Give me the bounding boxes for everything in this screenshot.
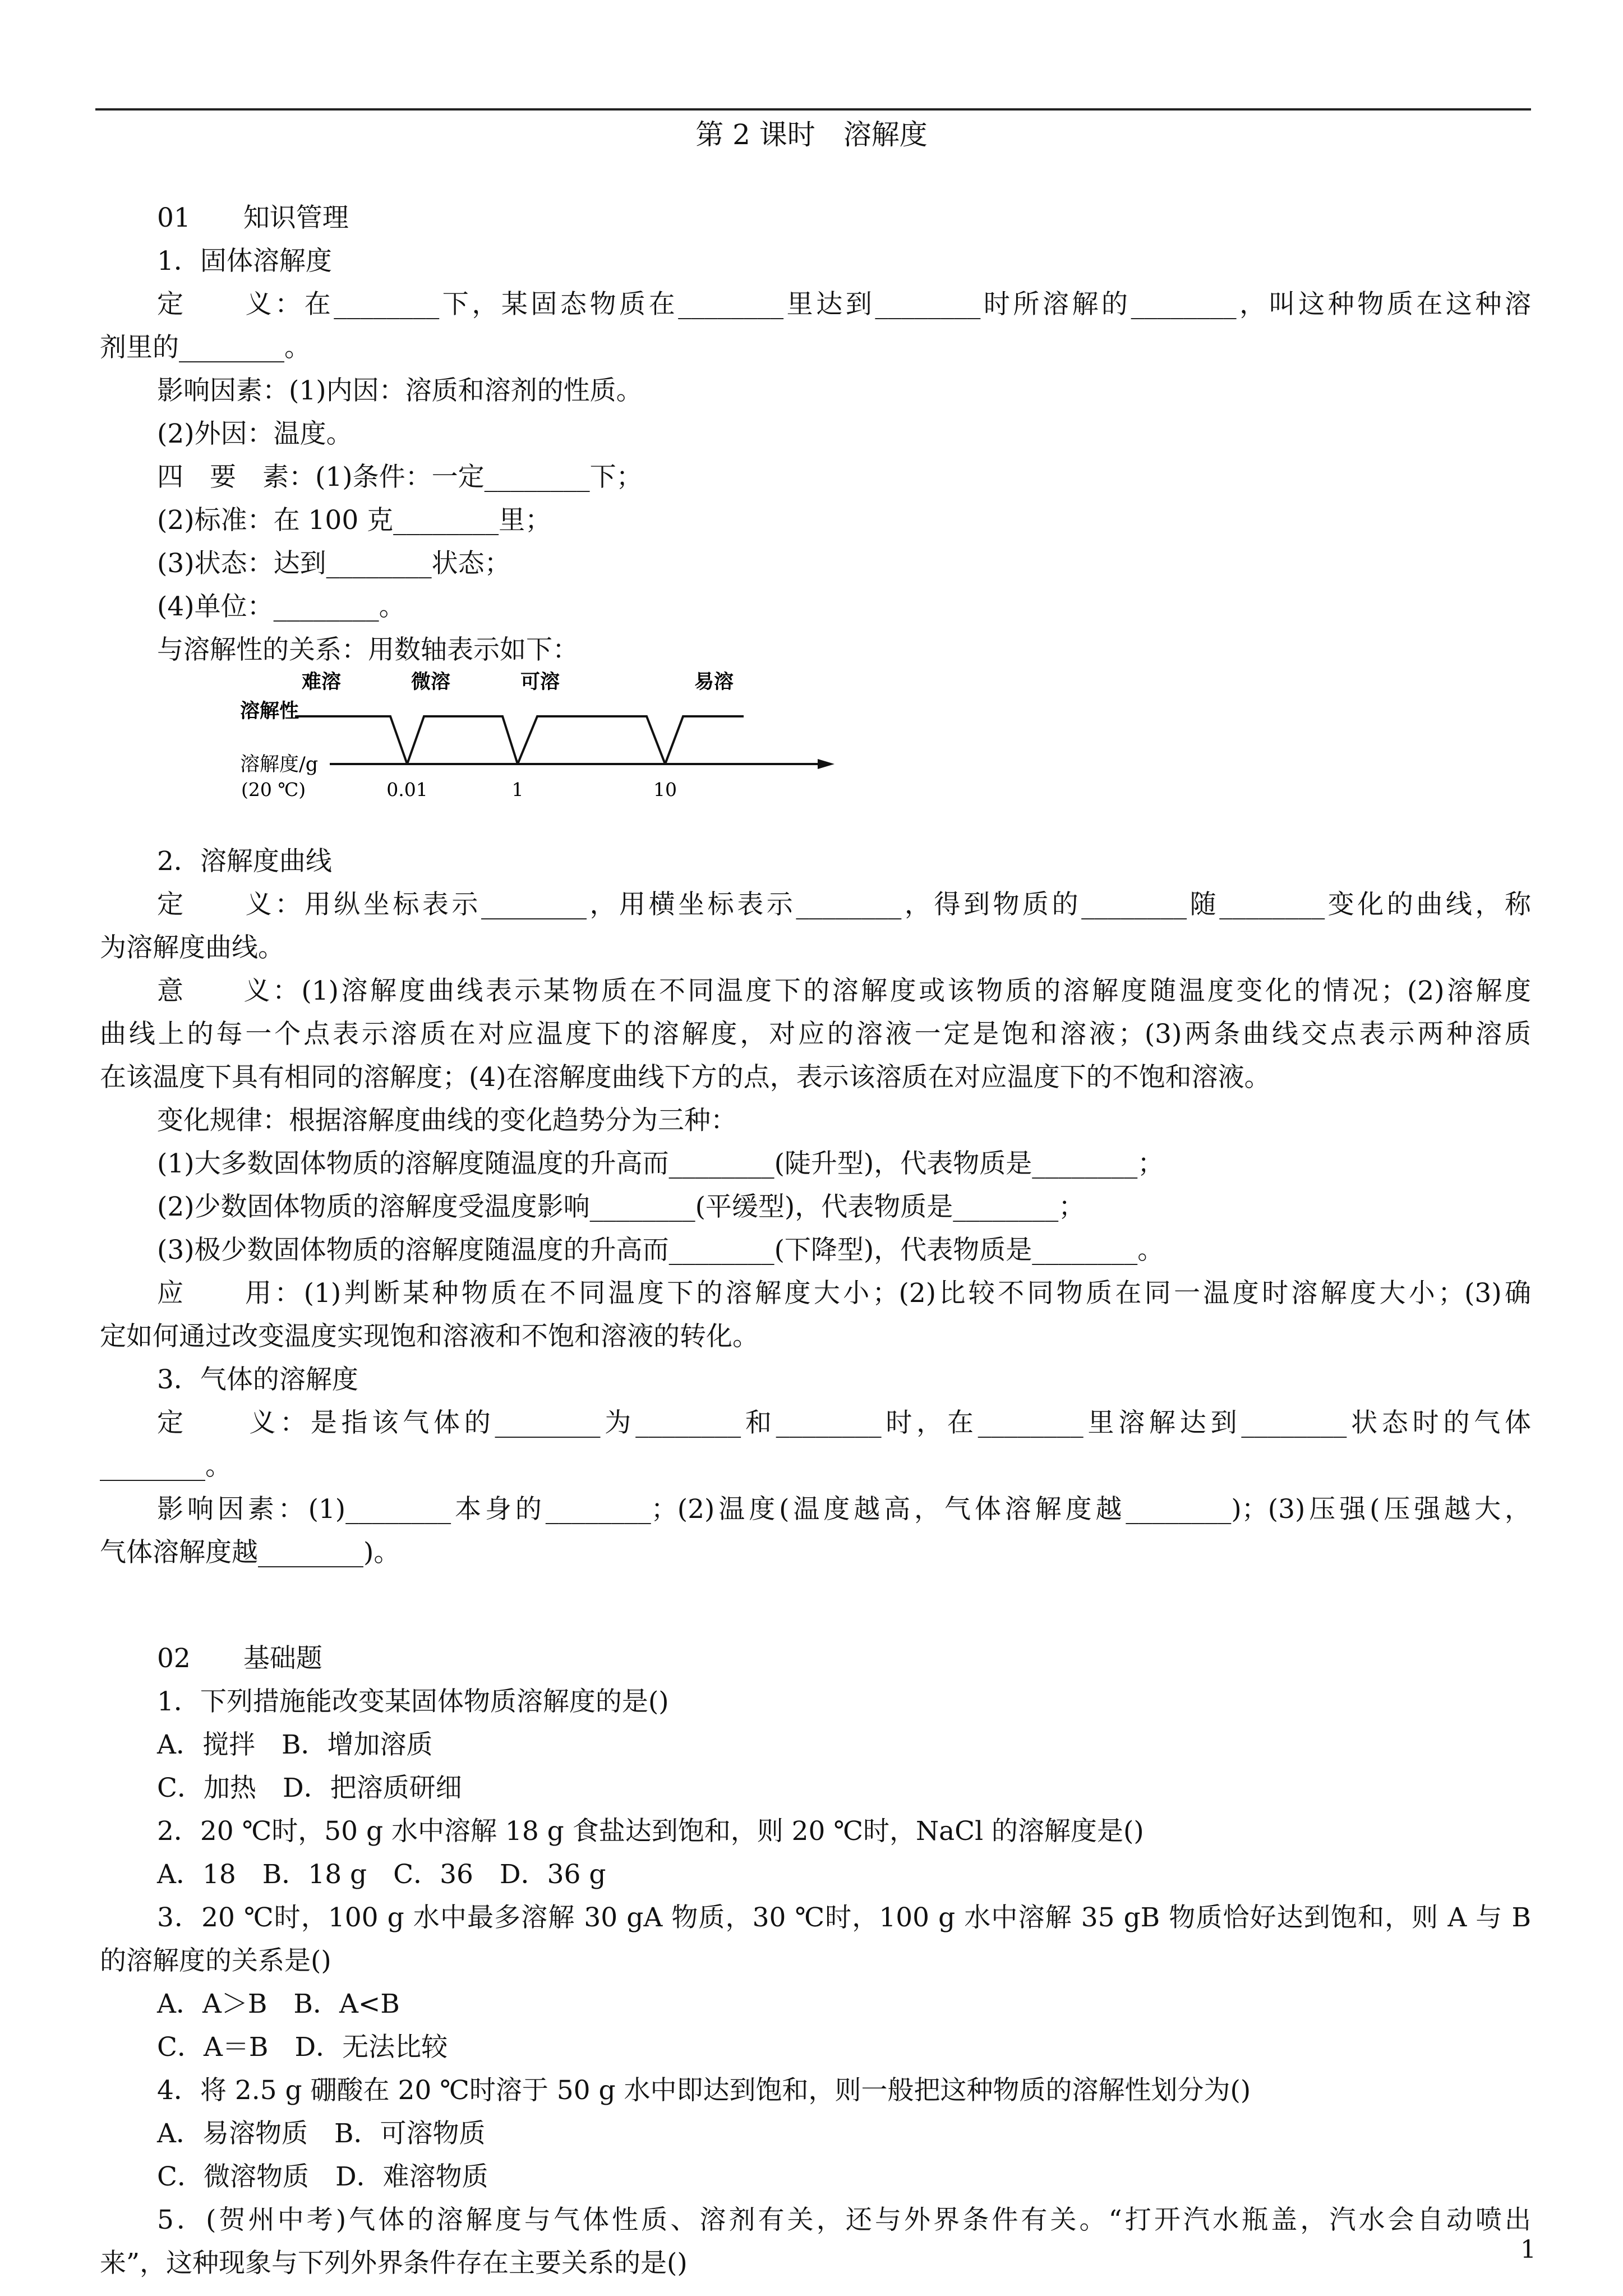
row-label-solubility-g: 溶解度/g — [240, 753, 319, 776]
row-label-temperature: (20 ℃) — [241, 779, 306, 800]
text-line: 应 用：(1)判断某种物质在不同温度下的溶解度大小；(2)比较不同物质在同一温度时溶解度大小；(3)确 — [157, 1278, 1531, 1309]
text-line: 定 义：在________下，某固态物质在________里达到________时所溶解的________，叫这种物质在这种溶 — [157, 289, 1531, 320]
question-line: 来”，这种现象与下列外界条件存在主要关系的是() — [100, 2248, 688, 2279]
tick-label: 1 — [511, 779, 524, 800]
section-number: 01 — [157, 203, 191, 233]
range-bracket-easily-soluble — [665, 716, 744, 764]
option-line: A．易溶物质 B．可溶物质 — [157, 2118, 486, 2149]
option-line: C．A＝B D．无法比较 — [157, 2032, 448, 2063]
header-rule — [95, 108, 1531, 111]
tick-label: 0.01 — [386, 779, 428, 800]
section-spacer — [100, 1574, 1531, 1637]
range-bracket-soluble — [518, 716, 665, 764]
question-line: 5．(贺州中考)气体的溶解度与气体性质、溶剂有关，还与外界条件有关。“打开汽水瓶盖，汽水会自动喷出 — [157, 2205, 1531, 2235]
question-line: 的溶解度的关系是() — [100, 1945, 331, 1976]
section-name: 知识管理 — [243, 203, 349, 233]
text-line: 气体溶解度越________)。 — [100, 1537, 400, 1568]
text-line: 2．溶解度曲线 — [157, 846, 332, 877]
tick-label: 10 — [653, 779, 677, 800]
axis-arrow-icon — [818, 759, 834, 769]
question-line: 2．20 ℃时，50 g 水中溶解 18 g 食盐达到饱和，则 20 ℃时，NaCl 的溶解度是() — [157, 1816, 1144, 1847]
section-heading-knowledge — [100, 196, 1531, 240]
text-line: (4)单位：________。 — [157, 591, 405, 622]
option-line: A．A＞B B．A<B — [157, 1989, 400, 2019]
category-label: 易溶 — [694, 671, 734, 693]
text-line: 影响因素：(1)________本身的________；(2)温度(温度越高，气体溶解度越________)；(3)压强(压强越大， — [157, 1494, 1531, 1525]
text-line: 变化规律：根据溶解度曲线的变化趋势分为三种： — [157, 1105, 737, 1136]
text-line: 1．固体溶解度 — [157, 246, 332, 277]
number-line-svg — [240, 671, 857, 840]
section-heading-basic — [100, 1637, 1531, 1680]
question-line: 3．20 ℃时，100 g 水中最多溶解 30 gA 物质，30 ℃时，100 g 水中溶解 35 gB 物质恰好达到饱和，则 A 与 B — [157, 1902, 1531, 1933]
text-line: (2)标准：在 100 克________里； — [157, 505, 552, 536]
option-line: C．加热 D．把溶质研细 — [157, 1773, 462, 1803]
text-line: ________。 — [100, 1451, 232, 1481]
text-line: 在该温度下具有相同的溶解度；(4)在溶解度曲线下方的点，表示该溶质在对应温度下的不饱和溶液。 — [100, 1062, 1271, 1093]
text-line: (3)极少数固体物质的溶解度随温度的升高而________(下降型)，代表物质是________。 — [157, 1235, 1164, 1266]
question-line: 1．下列措施能改变某固体物质溶解度的是() — [157, 1686, 669, 1717]
text-line: (3)状态：达到________状态； — [157, 548, 511, 579]
text-line: 意 义：(1)溶解度曲线表示某物质在不同温度下的溶解度或该物质的溶解度随温度变化的情况；(2)溶解度 — [157, 976, 1531, 1006]
text-line: 曲线上的每一个点表示溶质在对应温度下的溶解度，对应的溶液一定是饱和溶液；(3)两条曲线交点表示两种溶质 — [100, 1019, 1531, 1050]
option-line: C．微溶物质 D．难溶物质 — [157, 2161, 488, 2192]
text-line: 3．气体的溶解度 — [157, 1364, 358, 1395]
option-line: A．18 B．18 g C．36 D．36 g — [157, 1859, 606, 1890]
category-label: 可溶 — [520, 671, 560, 693]
text-line: 剂里的________。 — [100, 332, 311, 363]
question-line: 4．将 2.5 g 硼酸在 20 ℃时溶于 50 g 水中即达到饱和，则一般把这种物质的溶解性划分为() — [157, 2075, 1251, 2106]
text-line: 与溶解性的关系：用数轴表示如下： — [157, 634, 579, 665]
solubility-number-line-diagram — [240, 671, 1531, 840]
text-line: 为溶解度曲线。 — [100, 932, 284, 963]
category-label: 难溶 — [302, 671, 342, 693]
text-line: 定 义：是指该气体的________为________和________时，在________里溶解达到________状态时的气体 — [157, 1407, 1531, 1438]
range-bracket-slightly-soluble — [407, 716, 518, 764]
section-number: 02 — [157, 1643, 191, 1674]
page-number: 1 — [1520, 2235, 1536, 2264]
page-content — [100, 196, 1531, 2285]
text-line: 四 要 素：(1)条件：一定________下； — [157, 462, 643, 493]
text-line: 定 义：用纵坐标表示________，用横坐标表示________，得到物质的________随________变化的曲线，称 — [157, 889, 1531, 920]
section-name: 基础题 — [243, 1643, 322, 1674]
category-label: 微溶 — [411, 671, 451, 693]
text-line: 定如何通过改变温度实现饱和溶液和不饱和溶液的转化。 — [100, 1321, 759, 1352]
option-line: A．搅拌 B．增加溶质 — [157, 1729, 433, 1760]
page-title: 第 2 课时 溶解度 — [695, 118, 928, 151]
text-line: (2)少数固体物质的溶解度受温度影响________(平缓型)，代表物质是________； — [157, 1191, 1085, 1222]
text-line: (1)大多数固体物质的溶解度随温度的升高而________(陡升型)，代表物质是________； — [157, 1148, 1164, 1179]
text-line: 影响因素：(1)内因：溶质和溶剂的性质。 — [157, 375, 643, 406]
row-label-solubility: 溶解性 — [240, 700, 299, 723]
text-line: (2)外因：温度。 — [157, 418, 353, 449]
